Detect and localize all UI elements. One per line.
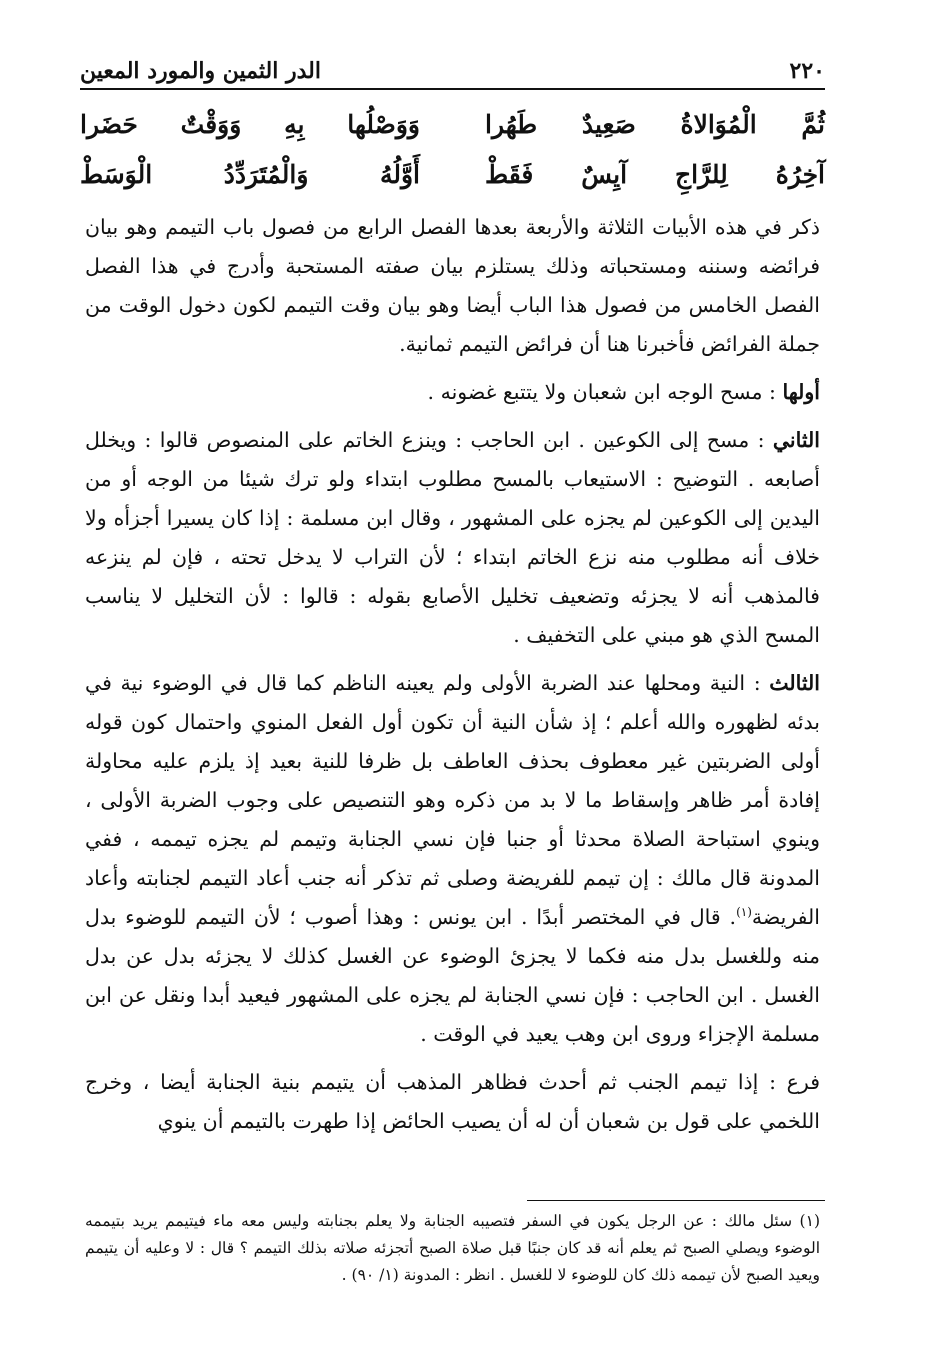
book-title: الدر الثمين والمورد المعين (80, 58, 322, 84)
footnote-reference[interactable]: (١) (736, 905, 752, 920)
paragraph (85, 421, 820, 655)
commentary-body (85, 208, 820, 1150)
paragraph-text: : مسح الوجه ابن شعبان ولا يتتبع غضونه . (427, 380, 776, 404)
paragraph-text: : مسح إلى الكوعين . ابن الحاجب : وينزع الخاتم على المنصوص قالوا : ويخلل أصابعه . التوضيح : الاستيعاب بالمسح مطلوب ابتداء ولو ترك شيئا من الوجه أو من اليدين إلى الكوعين لم يجزه على المشهور ، وقال ابن مسلمة : إذا كان يسيرا أجزأه ولا خلاف أنه مطلوب منه نزع الخاتم ابتداء ؛ لأن التراب لا يدخل تحته ، فإن لم ينزعه فالمذهب أنه لا يجزئه وتضعيف تخليل الأصابع بقوله : قالوا : لأن التخليل لا يناسب المسح الذي هو مبني على التخفيف . (85, 428, 820, 647)
paragraph (85, 1063, 820, 1141)
footnotes (85, 1208, 820, 1289)
verse-line (80, 150, 825, 200)
verse-second-hemistich: وَوَصْلُها بِهِ وَوَقْتٌ حَضَرا (80, 110, 420, 139)
verse-line (80, 100, 825, 150)
paragraph-lead: الثاني (772, 428, 820, 452)
paragraph (85, 373, 820, 412)
paragraph-text: ذكر في هذه الأبيات الثلاثة والأربعة بعدها الفصل الرابع من فصول باب التيمم وهو بيان فرائضه وسننه ومستحباته وذلك يستلزم بيان صفته المستحبة وأدرج في هذا الفصل الفصل الخامس من فصول هذا الباب أيضا وهو بيان وقت التيمم لكون دخول الوقت من جملة الفرائض فأخبرنا هنا أن فرائض التيمم ثمانية. (85, 215, 820, 356)
page-number: ٢٢٠ (789, 58, 825, 84)
verse-first-hemistich: ثُمَّ الْمُوَالاةُ صَعِيدٌ طَهُرا (485, 110, 825, 139)
verse-second-hemistich: أَوَّلُهُ وَالْمُتَرَدِّدُ الْوَسَطْ (80, 160, 420, 189)
paragraph-text-continued: . قال في المختصر أبدًا . ابن يونس : وهذا أصوب ؛ لأن التيمم للوضوء بدل منه وللغسل بدل منه فكما لا يجزئ الوضوء عن الغسل كذلك لا يجزئه بدل عن بدل الغسل . ابن الحاجب : فإن نسي الجنابة لم يجزه على المشهور فيعيد أبدا ونقل عن ابن مسلمة الإجزاء وروى ابن وهب يعيد في الوقت . (85, 905, 820, 1046)
paragraph-lead: أولها (782, 380, 820, 404)
paragraph (85, 664, 820, 1054)
footnote: (١) سئل مالك : عن الرجل يكون في السفر فتصيبه الجنابة ولا يعلم بجنابته وليس معه ماء فيتيمم يريد بتيممه الوضوء ويصلي الصبح ثم يعلم أنه قد كان جنبًا قبل صلاة الصبح أتجزئه صلاته بذلك التيمم ؟ قال : لا وعليه أن يتيمم ويعيد الصبح لأن تيممه ذلك كان للوضوء لا للغسل . انظر : المدونة (١/ ٩٠) . (85, 1212, 820, 1284)
page-header (80, 50, 825, 90)
paragraph (85, 208, 820, 364)
paragraph-lead: الثالث (769, 671, 820, 695)
footnote-divider (527, 1200, 825, 1201)
verse-first-hemistich: آخِرُهُ لِلرَّاجِ آيِسٌ فَقَطْ (485, 160, 825, 189)
paragraph-text: فرع : إذا تيمم الجنب ثم أحدث فظاهر المذهب أن يتيمم بنية الجنابة أيضا ، وخرج اللخمي على قول بن شعبان أن له أن يصيب الحائض إذا طهرت بالتيمم أن ينوي (85, 1070, 820, 1133)
paragraph-text: : النية ومحلها عند الضربة الأولى ولم يعينه الناظم كما قال في الوضوء نية في بدئه لظهوره والله أعلم ؛ إذ شأن النية أن تكون أول الفعل المنوي واحتمال كون قوله أولى الضربتين غير معطوف بحذف العاطف بل ظرفا للنية بعيد إذ يلزم عليه محاولة إفادة أمر ظاهر وإسقاط ما لا بد من ذكره وهو التنصيص على وجوب الضربة الأولى ، وينوي استباحة الصلاة محدثا أو جنبا فإن نسي الجنابة وتيمم لم يجزه تيممه ، ففي المدونة قال مالك : إن تيمم للفريضة وصلى ثم تذكر أنه جنب أعاد التيمم لجنابته وأعاد الفريضة (85, 671, 820, 929)
poem-verses (80, 100, 825, 200)
